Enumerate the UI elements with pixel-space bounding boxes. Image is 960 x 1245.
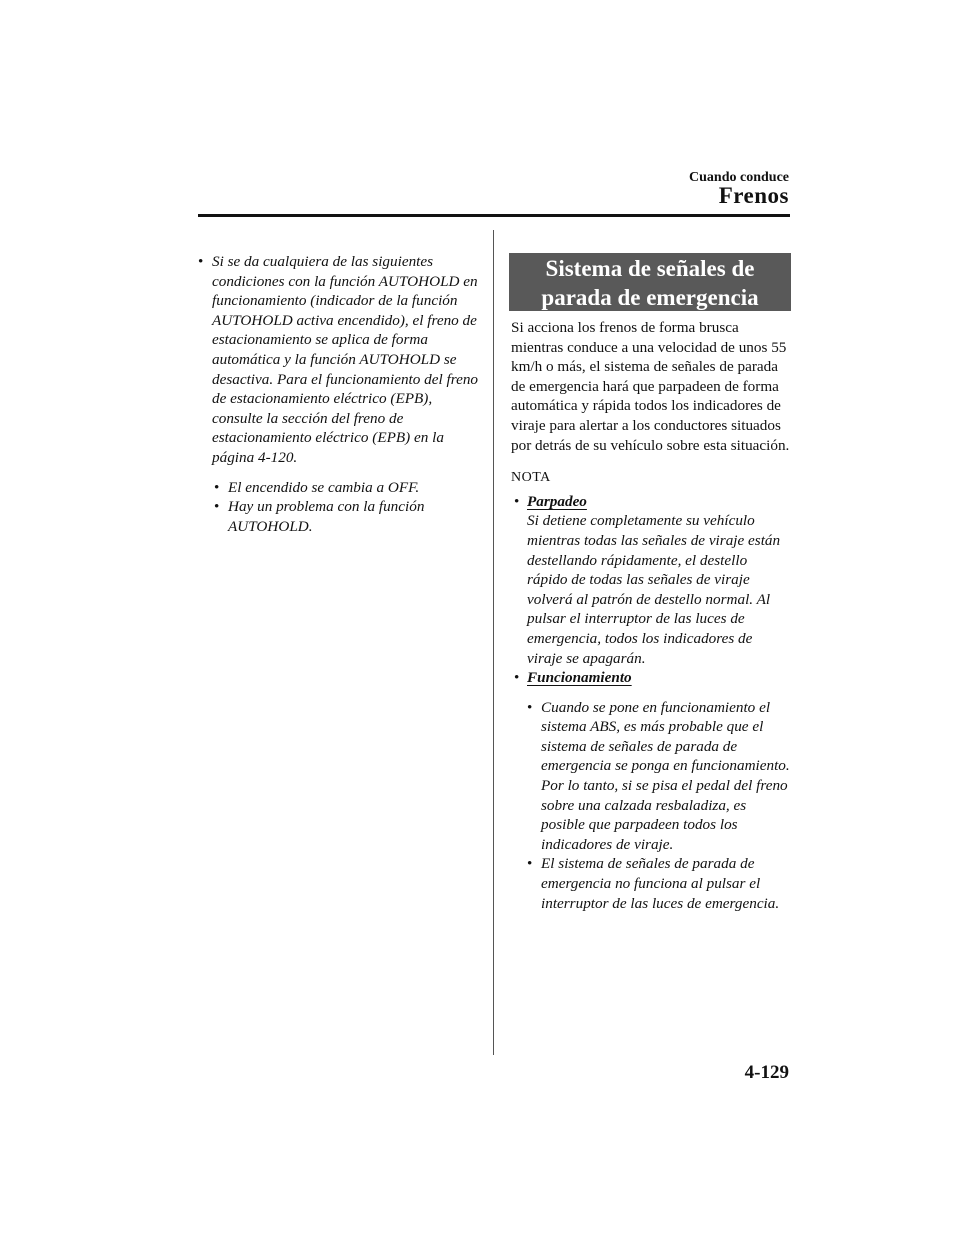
note-item (514, 668, 791, 688)
list-item (214, 497, 480, 536)
right-column (511, 318, 791, 913)
bullet-icon: • (527, 698, 533, 716)
list-item (214, 478, 480, 498)
note-item (514, 492, 791, 668)
bullet-icon: • (214, 498, 220, 516)
bullet-icon: • (527, 855, 533, 873)
note-heading: Funcionamiento (527, 669, 632, 687)
bullet-icon: • (514, 492, 520, 510)
list-item-text: El sistema de señales de parada de emergencia no funciona al pulsar el interruptor de las luces de emergencia. (541, 855, 780, 912)
list-item (527, 698, 791, 855)
header-section: Cuando conduce (689, 170, 789, 185)
list-item-text: El encendido se cambia a OFF. (228, 478, 420, 496)
header-rule (198, 214, 790, 217)
column-divider (493, 230, 494, 1055)
main-bullet-text: Si se da cualquiera de las siguientes condiciones con la función AUTOHOLD en funcionamiento (indicador de la función AUTOHOLD activa encendido), el freno de estacionamiento se aplica de forma automática y la función AUTOHOLD se desactiva. Para el funcionamiento del freno de estacionamiento eléctrico (EPB), consulte la sección del freno de estacionamiento eléctrico (EPB) en la página 4-120. (212, 253, 479, 466)
list-item-text: Hay un problema con la función AUTOHOLD. (228, 498, 425, 535)
note-text: Si detiene completamente su vehículo mientras todas las señales de viraje están destellando rápidamente, el destello rápido de todas las señales de viraje volverá al patrón de destello normal. Al pulsar el interruptor de las luces de emergencia, todos los indicadores de viraje se apagarán. (527, 512, 781, 667)
sub-list (198, 478, 480, 537)
list-item (527, 854, 791, 913)
main-bullet (198, 252, 480, 468)
body-paragraph: Si acciona los frenos de forma brusca mientras conduce a una velocidad de unos 55 km/h o más, el sistema de señales de parada de emergencia hará que parpadeen de forma automática y rápida todos los indicadores de viraje para alertar a los conductores situados por detrás de su vehículo sobre esta situación. (511, 319, 790, 454)
bullet-icon: • (214, 478, 220, 496)
list-item-text: Cuando se pone en funcionamiento el sistema ABS, es más probable que el sistema de señales de parada de emergencia se ponga en funcionamiento. Por lo tanto, si se pisa el pedal del freno sobre una calzada resbaladiza, es posible que parpadeen todos los indicadores de viraje. (541, 698, 790, 853)
banner-line-1: Sistema de señales de (545, 256, 755, 281)
section-banner (509, 253, 791, 311)
nota-label: NOTA (511, 470, 551, 486)
notes (511, 492, 791, 913)
bullet-icon: • (198, 253, 204, 270)
left-column (198, 252, 480, 536)
banner-line-2: parada de emergencia (541, 285, 759, 310)
note-sub-list (514, 698, 791, 914)
page-number: 4-129 (744, 1062, 789, 1083)
page-title: Frenos (718, 183, 789, 208)
bullet-icon: • (514, 669, 520, 687)
note-heading: Parpadeo (527, 492, 587, 510)
